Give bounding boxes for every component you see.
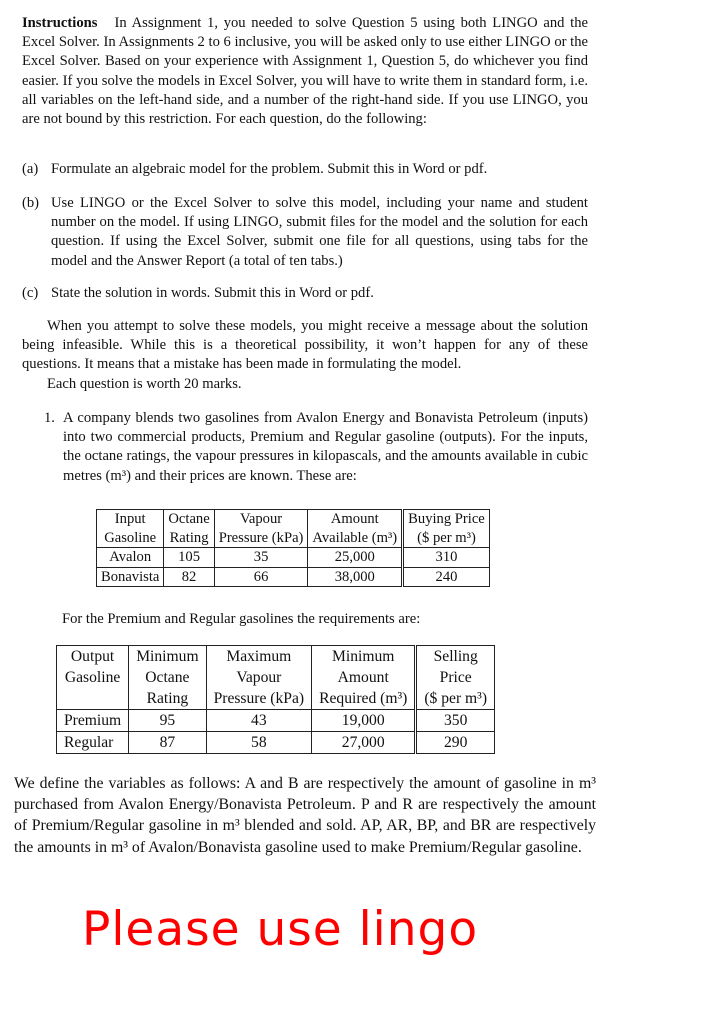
item-c [22,284,588,303]
table-header-row [57,646,495,710]
item-c-label: (c) [22,285,39,301]
table-cell: 43 [206,710,312,732]
item-a-label: (a) [22,161,39,177]
table-cell: 58 [206,732,312,754]
table-cell: 310 [403,548,490,568]
instructions-text: In Assignment 1, you needed to solve Question 5 using both LINGO and the Excel Solver. In Assignments 2 to 6 inclusive, you will be asked only to use either LINGO or the Excel Solver. Based on your experience with Assignment 1, Question 5, do whichever you find easier. If you solve the models in Excel Solver, you will have to write them in standard form, i.e. all variables on the left-hand side, and a number of the right-hand side. If you use LINGO, you are not bound by this restriction. For each question, do the following: [22,15,588,128]
table-cell: 82 [164,567,214,587]
infeasible-note [22,317,588,394]
instructions-paragraph [22,14,588,129]
table-header-cell: Vapour Pressure (kPa) [214,510,308,548]
table-cell: 38,000 [308,567,403,587]
table-row [97,548,490,568]
table-cell: 105 [164,548,214,568]
note-paragraph: When you attempt to solve these models, you might receive a message about the solution being infeasible. While this is a theoretical possibility, it won’t happen for any of these questions. It means that a mistake has been made in formulating the model. [22,318,588,373]
table-cell: 35 [214,548,308,568]
table-header-cell: Buying Price ($ per m³) [403,510,490,548]
item-b-text: Use LINGO or the Excel Solver to solve this model, including your name and student number on the model. If using LINGO, submit files for the model and the solution for each question. If using the Excel Solver, submit one file for all questions, using tabs for the model and the Answer Report (a total of ten tabs.) [51,195,588,269]
table-header-cell: Amount Available (m³) [308,510,403,548]
item-b [22,194,588,271]
table-cell: Premium [57,710,129,732]
call-to-action-text: Please use lingo [82,902,479,957]
item-a [22,160,588,179]
table-cell: 66 [214,567,308,587]
table-header-cell: Minimum Octane Rating [129,646,206,710]
variables-definition: We define the variables as follows: A and B are respectively the amount of gasoline in m³ purchased from Avalon Energy/Bonavista Petroleum. P and R are respectively the amount of Premium/Regular gasoline in m³ blended and sold. AP, AR, BP, and BR are respectively the amounts in m³ of Avalon/Bonavista gasoline used to make Premium/Regular gasoline. [14,775,596,856]
inputs-table [96,509,490,587]
table-header-cell: Input Gasoline [97,510,164,548]
marks-note: Each question is worth 20 marks. [47,375,242,392]
outputs-caption: For the Premium and Regular gasolines the requirements are: [62,611,421,627]
instructions-heading: Instructions [22,15,98,31]
question-text: A company blends two gasolines from Avalon Energy and Bonavista Petroleum (inputs) into two commercial products, Premium and Regular gasoline (outputs). For the inputs, the octane ratings, the vapour pressures in kilopascals, and the amounts available in cubic metres (m³) and their prices are known. These are: [63,410,588,484]
table-cell: Regular [57,732,129,754]
table-header-row [97,510,490,548]
table-cell: 95 [129,710,206,732]
table-row [57,710,495,732]
table-cell: 25,000 [308,548,403,568]
table-cell: 350 [416,710,495,732]
table-row [97,567,490,587]
item-b-label: (b) [22,195,40,211]
table-cell: 290 [416,732,495,754]
question-number: 1. [44,410,55,426]
table-header-cell: Minimum Amount Required (m³) [312,646,416,710]
table-cell: Bonavista [97,567,164,587]
question-1 [44,409,588,486]
table-cell: 240 [403,567,490,587]
table-row [57,732,495,754]
table-cell: 19,000 [312,710,416,732]
table-header-cell: Selling Price ($ per m³) [416,646,495,710]
item-c-text: State the solution in words. Submit this in Word or pdf. [51,285,374,301]
table-cell: 87 [129,732,206,754]
item-a-text: Formulate an algebraic model for the problem. Submit this in Word or pdf. [51,161,488,177]
table-header-cell: Maximum Vapour Pressure (kPa) [206,646,312,710]
table-cell: 27,000 [312,732,416,754]
table-header-cell: Output Gasoline [57,646,129,710]
table-cell: Avalon [97,548,164,568]
table-header-cell: Octane Rating [164,510,214,548]
outputs-table [56,645,495,754]
